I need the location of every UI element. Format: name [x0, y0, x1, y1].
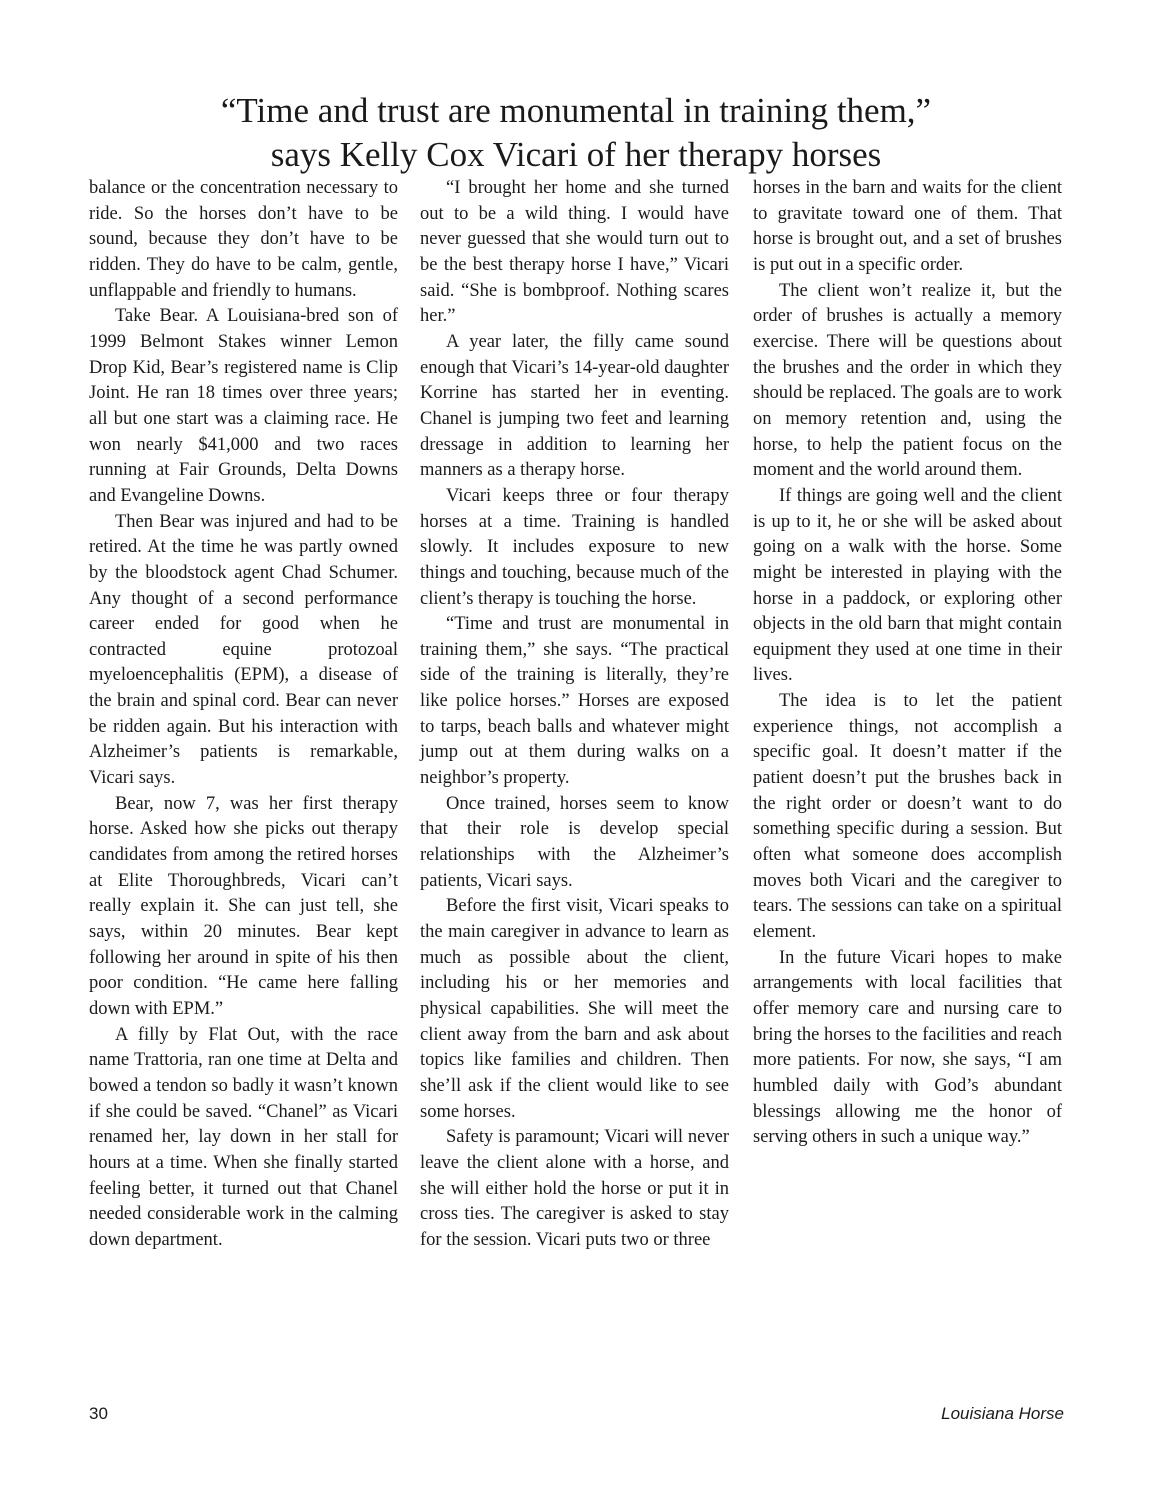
- headline-line-2: says Kelly Cox Vicari of her therapy horses: [270, 135, 882, 175]
- page-number: 30: [89, 1404, 108, 1423]
- text-column-3: [753, 176, 1062, 1151]
- paragraph: A filly by Flat Out, with the race name Trattoria, ran one time at Delta and bowed a tendon so badly it wasn’t known if she could be saved. “Chanel” as Vicari renamed her, lay down in her stall for hours at a time. When she finally started feeling better, it turned out that Chanel needed considerable work in the calming down department.: [89, 1024, 398, 1250]
- text-column-2: [420, 176, 729, 1254]
- paragraph: Once trained, horses seem to know that their role is develop special relationships with the Alzheimer’s patients, Vicari says.: [420, 793, 729, 891]
- paragraph: In the future Vicari hopes to make arrangements with local facilities that offer memory care and nursing care to bring the horses to the facilities and reach more patients. For now, she says, “I am humbled daily with God’s abundant blessings allowing me the honor of serving others in such a unique way.”: [753, 947, 1062, 1148]
- text-column-1: [89, 176, 398, 1254]
- paragraph: Before the first visit, Vicari speaks to the main caregiver in advance to learn as much as possible about the client, including his or her memories and physical capabilities. She will meet the client away from the barn and ask about topics like families and children. Then she’ll ask if the client would like to see some horses.: [420, 896, 729, 1122]
- paragraph: Safety is paramount; Vicari will never leave the client alone with a horse, and she will either hold the horse or put it in cross ties. The caregiver is asked to stay for the session. Vicari puts two or three: [420, 1127, 729, 1250]
- paragraph: Vicari keeps three or four therapy horses at a time. Training is handled slowly. It includes exposure to new things and touching, because much of the client’s therapy is touching the horse.: [420, 485, 729, 609]
- paragraph: A year later, the filly came sound enough that Vicari’s 14-year-old daughter Korrine has started her in eventing. Chanel is jumping two feet and learning dressage in addition to learning her manners as a therapy horse.: [420, 331, 729, 481]
- paragraph: “Time and trust are monumental in training them,” she says. “The practical side of the training is literally, they’re like police horses.” Horses are exposed to tarps, beach balls and whatever might jump out at them during walks on a neighbor’s property.: [420, 614, 729, 789]
- headline-line-1: “Time and trust are monumental in training them,”: [220, 91, 932, 131]
- paragraph: “I brought her home and she turned out to be a wild thing. I would have never guessed that she would turn out to be the best therapy horse I have,” Vicari said. “She is bombproof. Nothing scares her.”: [420, 178, 729, 327]
- paragraph: Bear, now 7, was her first therapy horse. Asked how she picks out therapy candidates from among the retired horses at Elite Thoroughbreds, Vicari can’t really explain it. She can just tell, she says, within 20 minutes. Bear kept following her around in spite of his then poor condition. “He came here falling down with EPM.”: [89, 793, 398, 1019]
- article-headline: [100, 89, 1052, 177]
- paragraph: horses in the barn and waits for the client to gravitate toward one of them. That horse is brought out, and a set of brushes is put out in a specific order.: [753, 178, 1062, 275]
- publication-name: Louisiana Horse: [941, 1404, 1064, 1423]
- paragraph: balance or the concentration necessary to ride. So the horses don’t have to be sound, because they don’t have to be ridden. They do have to be calm, gentle, unflappable and friendly to humans.: [89, 178, 398, 301]
- paragraph: Take Bear. A Louisiana-bred son of 1999 Belmont Stakes winner Lemon Drop Kid, Bear’s registered name is Clip Joint. He ran 18 times over three years; all but one start was a claiming race. He won nearly $41,000 and two races running at Fair Grounds, Delta Downs and Evangeline Downs.: [89, 306, 398, 506]
- paragraph: The client won’t realize it, but the order of brushes is actually a memory exercise. There will be questions about the brushes and the order in which they should be replaced. The goals are to work on memory retention and, using the horse, to help the patient focus on the moment and the world around them.: [753, 280, 1062, 481]
- paragraph: Then Bear was injured and had to be retired. At the time he was partly owned by the bloodstock agent Chad Schumer. Any thought of a second performance career ended for good when he contracted equine protozoal myeloencephalitis (EPM), a disease of the brain and spinal cord. Bear can never be ridden again. But his interaction with Alzheimer’s patients is remarkable, Vicari says.: [89, 511, 398, 789]
- paragraph: If things are going well and the client is up to it, he or she will be asked about going on a walk with the horse. Some might be interested in playing with the horse in a paddock, or exploring other objects in the old barn that might contain equipment they used at one time in their lives.: [753, 485, 1062, 686]
- paragraph: The idea is to let the patient experience things, not accomplish a specific goal. It doesn’t matter if the patient doesn’t put the brushes back in the right order or doesn’t want to do something specific during a session. But often what someone does accomplish moves both Vicari and the caregiver to tears. The sessions can take on a spiritual element.: [753, 691, 1062, 943]
